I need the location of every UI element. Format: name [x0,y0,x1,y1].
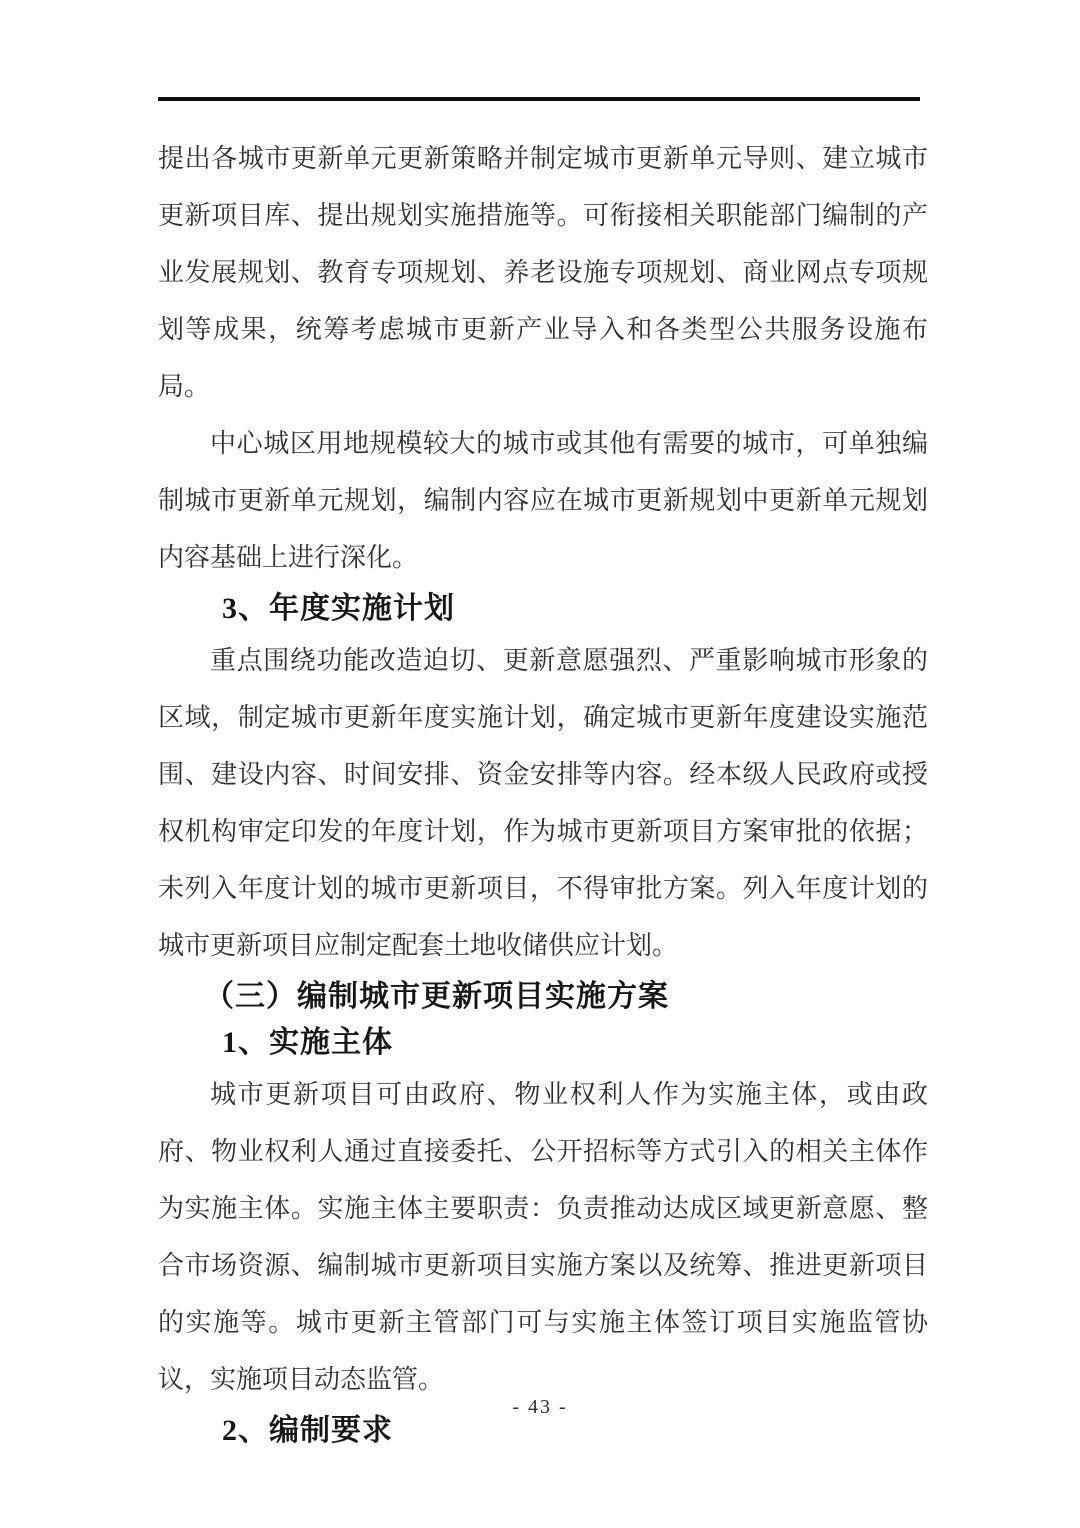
heading-compilation-requirements: 2、编制要求 [222,1414,393,1447]
header-rule [158,97,920,101]
heading-section-three: （三）编制城市更新项目实施方案 [204,980,669,1013]
heading-implementation-subject: 1、实施主体 [222,1026,393,1059]
paragraph-planning-continuation: 提出各城市更新单元更新策略并制定城市更新单元导则、建立城市更新项目库、提出规划实施措施等。可衔接相关职能部门编制的产业发展规划、教育专项规划、养老设施专项规划、商业网点专项规划等成果，统筹考虑城市更新产业导入和各类型公共服务设施布局。 [158,144,928,401]
paragraph-annual-implementation-plan: 重点围绕功能改造迫切、更新意愿强烈、严重影响城市形象的区域，制定城市更新年度实施计划，确定城市更新年度建设实施范围、建设内容、时间安排、资金安排等内容。经本级人民政府或授权机构审定印发的年度计划，作为城市更新项目方案审批的依据；未列入年度计划的城市更新项目，不得审批方案。列入年度计划的城市更新项目应制定配套土地收储供应计划。 [158,646,928,960]
paragraph-unit-plan: 中心城区用地规模较大的城市或其他有需要的城市，可单独编制城市更新单元规划，编制内容应在城市更新规划中更新单元规划内容基础上进行深化。 [158,429,928,572]
page-number: - 43 - [512,1396,568,1418]
heading-annual-implementation-plan: 3、年度实施计划 [222,592,455,625]
paragraph-implementation-subject: 城市更新项目可由政府、物业权利人作为实施主体，或由政府、物业权利人通过直接委托、公开招标等方式引入的相关主体作为实施主体。实施主体主要职责：负责推动达成区域更新意愿、整合市场资源、编制城市更新项目实施方案以及统筹、推进更新项目的实施等。城市更新主管部门可与实施主体签订项目实施监管协议，实施项目动态监管。 [158,1080,928,1394]
page-content [158,130,928,1454]
